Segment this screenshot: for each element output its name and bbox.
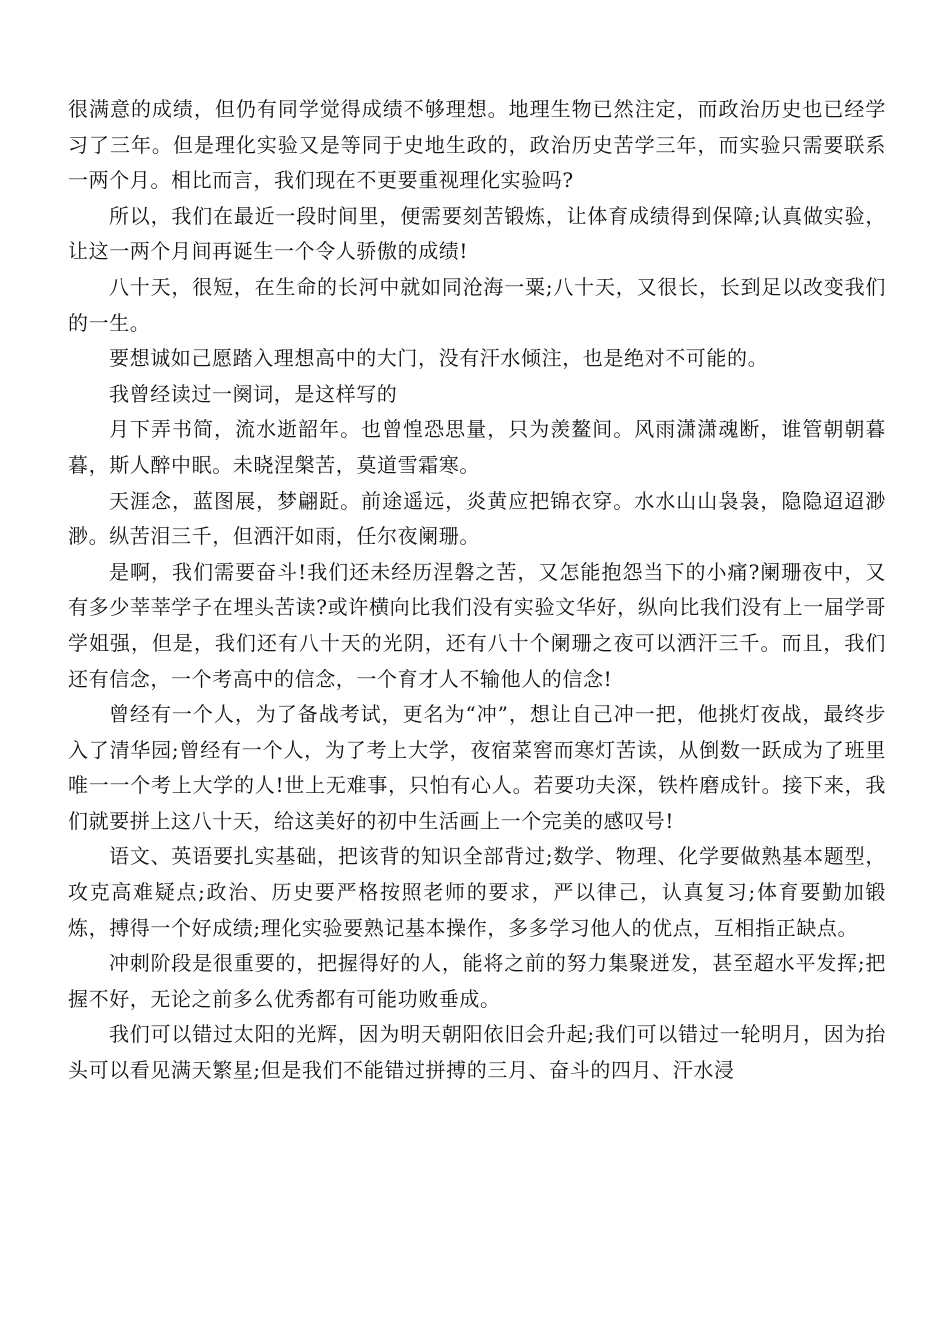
paragraph-7: 天涯念，蓝图展，梦翩跹。前途遥远，炎黄应把锦衣穿。水水山山袅袅，隐隐迢迢渺渺。纵苦泪三千，但洒汗如雨，任尔夜阑珊。 xyxy=(68,488,886,549)
paragraph-5: 我曾经读过一阕词，是这样写的 xyxy=(109,381,398,406)
paragraph-10: 语文、英语要扎实基础，把该背的知识全部背过;数学、物理、化学要做熟基本题型，攻克高难疑点;政治、历史要严格按照老师的要求，严以律己，认真复习;体育要勤加锻炼，搏得一个好成绩;理化实验要熟记基本操作，多多学习他人的优点，互相指正缺点。 xyxy=(68,844,886,940)
paragraph-2: 所以，我们在最近一段时间里，便需要刻苦锻炼，让体育成绩得到保障;认真做实验，让这一两个月间再诞生一个令人骄傲的成绩! xyxy=(68,203,886,264)
document-body xyxy=(68,92,886,1089)
paragraph-8: 是啊，我们需要奋斗!我们还未经历涅磐之苦，又怎能抱怨当下的小痛?阑珊夜中，又有多少莘莘学子在埋头苦读?或许横向比我们没有实验文华好，纵向比我们没有上一届学哥学姐强，但是，我们还有八十天的光阴，还有八十个阑珊之夜可以洒汗三千。而且，我们还有信念，一个考高中的信念，一个育才人不输他人的信念! xyxy=(68,559,886,691)
paragraph-1: 很满意的成绩，但仍有同学觉得成绩不够理想。地理生物已然注定，而政治历史也已经学习了三年。但是理化实验又是等同于史地生政的，政治历史苦学三年，而实验只需要联系一两个月。相比而言，我们现在不更要重视理化实验吗? xyxy=(68,97,886,193)
paragraph-4: 要想诚如己愿踏入理想高中的大门，没有汗水倾注，也是绝对不可能的。 xyxy=(109,346,769,371)
paragraph-9: 曾经有一个人，为了备战考试，更名为“冲”，想让自己冲一把，他挑灯夜战，最终步入了清华园;曾经有一个人，为了考上大学，夜宿菜窖而寒灯苦读，从倒数一跃成为了班里唯一一个考上大学的人!世上无难事，只怕有心人。若要功夫深，铁杵磨成针。接下来，我们就要拼上这八十天，给这美好的初中生活画上一个完美的感叹号! xyxy=(68,702,886,833)
paragraph-6: 月下弄书简，流水逝韶年。也曾惶恐思量，只为羡鳌间。风雨潇潇魂断，谁管朝朝暮暮，斯人醉中眠。未晓涅槃苦，莫道雪霜寒。 xyxy=(68,417,886,477)
paragraph-3: 八十天，很短，在生命的长河中就如同沧海一粟;八十天，又很长，长到足以改变我们的一生。 xyxy=(68,274,886,335)
paragraph-11: 冲刺阶段是很重要的，把握得好的人，能将之前的努力集聚迸发，甚至超水平发挥;把握不好，无论之前多么优秀都有可能功败垂成。 xyxy=(68,951,886,1011)
paragraph-12: 我们可以错过太阳的光辉，因为明天朝阳依旧会升起;我们可以错过一轮明月，因为抬头可以看见满天繁星;但是我们不能错过拼搏的三月、奋斗的四月、汗水浸 xyxy=(68,1022,886,1083)
